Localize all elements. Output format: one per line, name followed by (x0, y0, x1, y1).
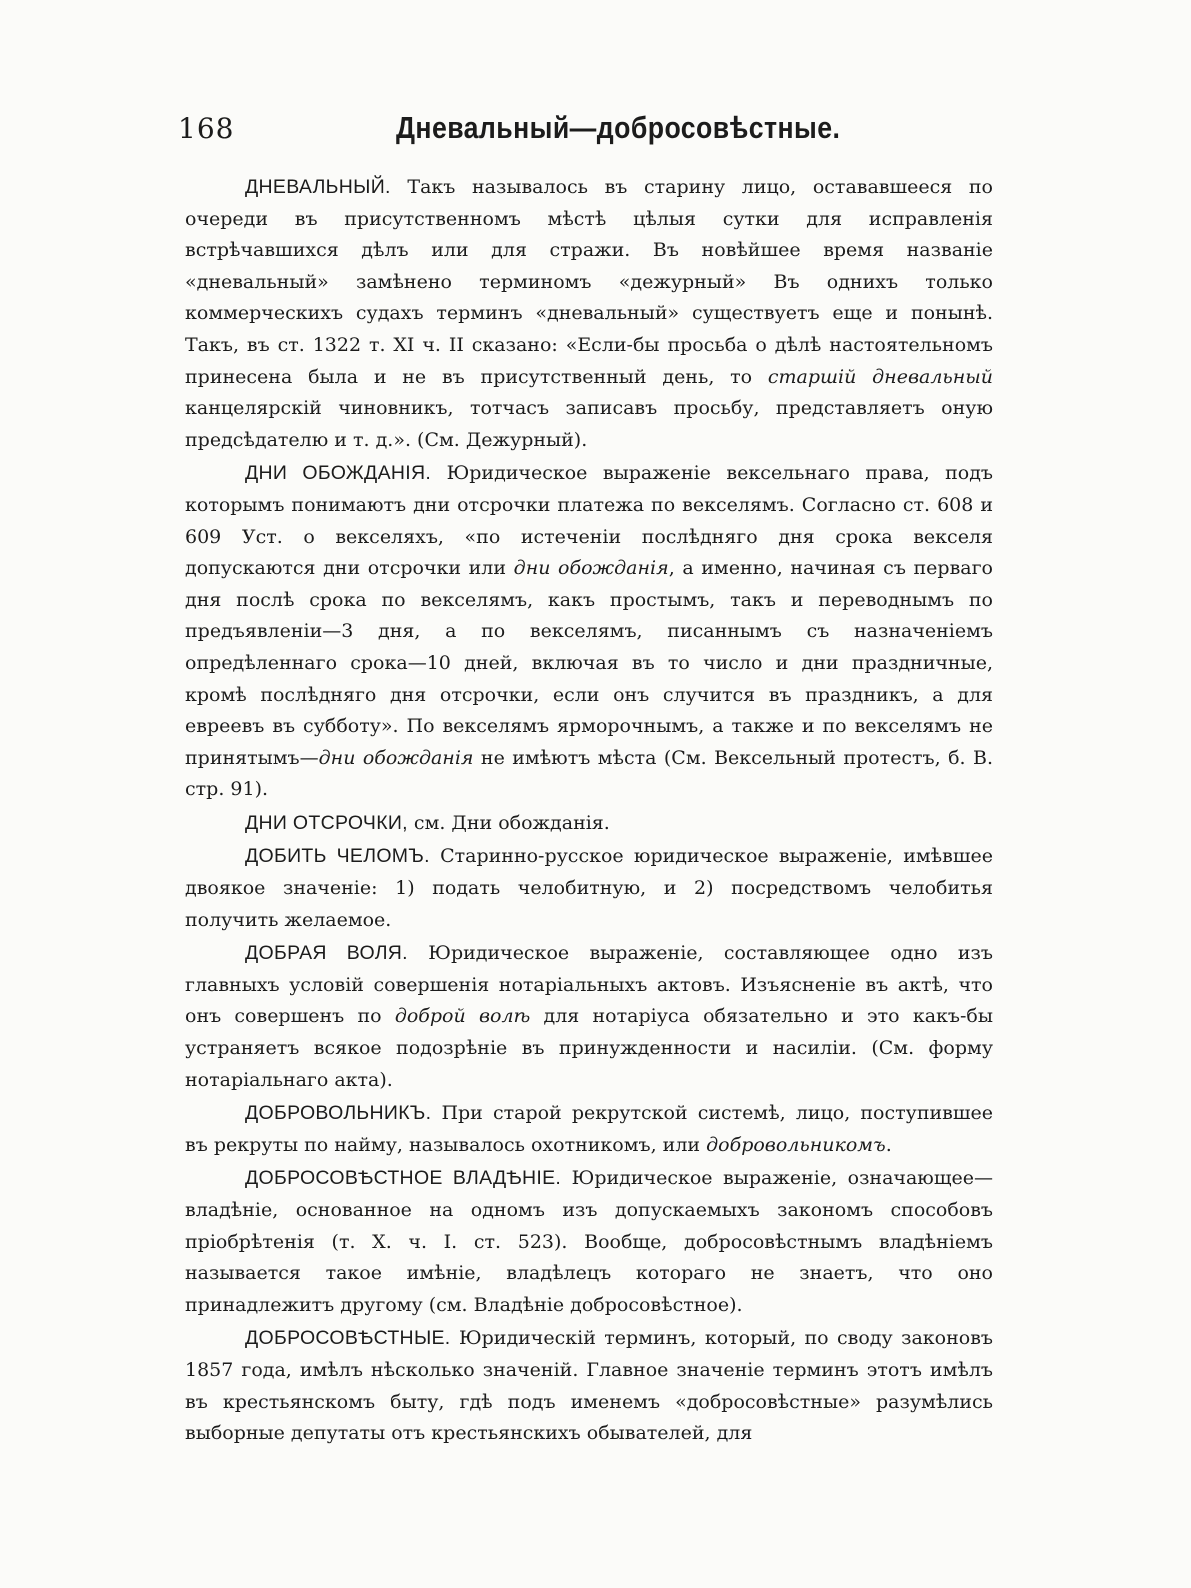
entry-text: Юридическое выраженіе вексельнаго права, подъ которымъ понимаютъ дни отсрочки платежа по векселямъ. Согласно ст. 608 и 609 Уст. о векселяхъ, «по истеченіи послѣдняго дня срока векселя допускаются дни отсрочки или (185, 462, 993, 580)
entry-headword: ДОБРАЯ ВОЛЯ. (245, 942, 408, 965)
entry-italic-term: дни обожданія (318, 746, 474, 769)
entry-text: Юридическій терминъ, который, по своду законовъ 1857 года, имѣлъ нѣсколько значеній. Главное значеніе терминъ этотъ имѣлъ въ крестьянскомъ быту, гдѣ подъ именемъ «добросовѣстные» разумѣлись выборные депутаты отъ крестьянскихъ обывателей, для (185, 1327, 993, 1445)
entry-headword: ДНИ ОТСРОЧКИ, (245, 811, 408, 834)
entry-italic-term: доброй волѣ (394, 1005, 531, 1028)
entry-dni-obozhdaniya (185, 458, 993, 806)
entry-text: см. Дни обожданія. (407, 811, 610, 834)
entry-text: , а именно, начиная съ перваго дня послѣ срока по векселямъ, какъ простымъ, такъ и переводнымъ по предъявленіи—3 дня, а по векселямъ, писаннымъ съ назначеніемъ опредѣленнаго срока—10 дней, включая въ то число и дни праздничные, кромѣ послѣдняго дня отсрочки, если онъ случится въ праздникъ, а для евреевъ въ субботу». По векселямъ ярморочнымъ, а также и по векселямъ не принятымъ— (185, 557, 994, 769)
page-number: 168 (178, 112, 235, 145)
entry-headword: ДОБРОСОВѢСТНОЕ ВЛАДѢНІЕ. (245, 1167, 562, 1190)
entry-dobraya-volya (185, 938, 993, 1096)
entry-text: Юридическое выраженіе, составляющее одно изъ главныхъ условій совершенія нотаріальныхъ актовъ. Изъясненіе въ актѣ, что онъ совершенъ по (185, 942, 993, 1028)
entry-dnevalny (185, 172, 993, 456)
entry-text: канцелярскій чиновникъ, тотчасъ записавъ просьбу, представляетъ оную предсѣдателю и т. д.». (См. Дежурный). (185, 397, 993, 451)
entry-italic-term: добровольникомъ (706, 1133, 886, 1156)
entry-text: не имѣютъ мѣста (См. Вексельный протестъ, б. В. стр. 91). (185, 746, 993, 801)
entry-dobrovolnik (185, 1098, 993, 1161)
entry-headword: ДНИ ОБОЖДАНІЯ. (245, 462, 432, 485)
entry-dobrosovestnoe-vladenie (185, 1163, 993, 1321)
entry-headword: ДНЕВАЛЬНЫЙ. (245, 176, 391, 198)
entry-text: для нотаріуса обязательно и это какъ-бы устраняетъ всякое подозрѣніе въ принужденности и насиліи. (См. форму нотаріальнаго акта). (185, 1005, 993, 1091)
page-header (178, 112, 998, 154)
entry-text: При старой рекрутской системѣ, лицо, поступившее въ рекруты по найму, называлось охотникомъ, или (185, 1102, 993, 1156)
entry-text: . (885, 1133, 892, 1156)
entry-headword: ДОБРОВОЛЬНИКЪ. (245, 1102, 432, 1125)
entry-text: Такъ называлось въ старину лицо, остававшееся по очереди въ присутственномъ мѣстѣ цѣлыя сутки для исправленія встрѣчавшихся дѣлъ или для стражи. Въ новѣйшее время названіе «дневальный» замѣнено терминомъ «дежурный» Въ однихъ только коммерческихъ судахъ терминъ «дневальный» существуетъ еще и понынѣ. Такъ, въ ст. 1322 т. XI ч. II сказано: «Если-бы просьба о дѣлѣ настоятельномъ принесена была и не въ присутственный день, то (185, 176, 993, 388)
entry-text: Юридическое выраженіе, означающее—владѣніе, основанное на одномъ изъ допускаемыхъ закономъ способовъ пріобрѣтенія (т. X. ч. I. ст. 523). Вообще, добросовѣстнымъ владѣніемъ называется такое имѣніе, владѣлецъ котораго не знаетъ, что оно принадлежитъ другому (см. Владѣніе добросовѣстное). (185, 1167, 994, 1316)
entry-headword: ДОБИТЬ ЧЕЛОМЪ. (245, 845, 430, 868)
entry-dobrosovestnye (185, 1323, 993, 1449)
entry-dobit-chelom (185, 841, 993, 936)
entry-dni-otsrochki (185, 808, 993, 840)
entry-italic-term: старшій дневальный (767, 365, 993, 388)
entry-text: Старинно-русское юридическое выраженіе, имѣвшее двоякое значеніе: 1) подать челобитную, и 2) посредствомъ челобитья получить желаемое. (185, 845, 993, 931)
dictionary-entries (185, 172, 993, 1452)
running-head: Дневальный—добросовѣстные. (396, 110, 841, 145)
entry-headword: ДОБРОСОВѢСТНЫЕ. (245, 1327, 451, 1350)
entry-italic-term: дни обожданія (513, 557, 669, 580)
